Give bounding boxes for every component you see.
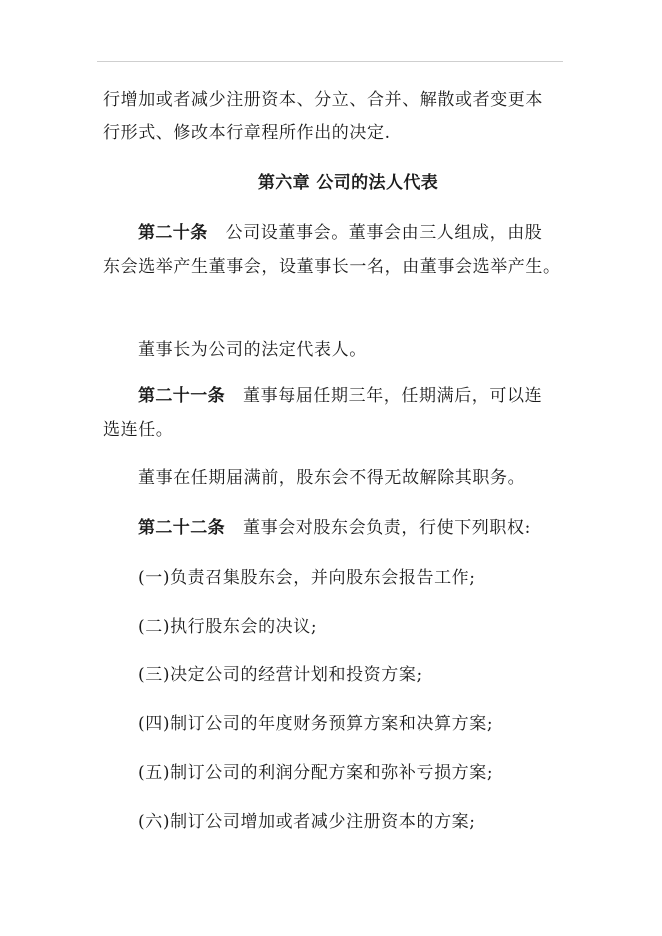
list-item: (五)制订公司的利润分配方案和弥补亏损方案;	[138, 763, 494, 783]
article-21-para-2: 董事在任期届满前，股东会不得无故解除其职务。	[138, 468, 526, 488]
list-item: (四)制订公司的年度财务预算方案和决算方案;	[138, 714, 494, 734]
article-21-line-2: 选连任。	[103, 420, 174, 440]
list-item: (一)负责召集股东会，并向股东会报告工作;	[138, 568, 476, 588]
article-22-number: 第二十二条	[138, 518, 225, 538]
continuation-line-2: 行形式、修改本行章程所作出的决定.	[103, 123, 391, 143]
list-item: (六)制订公司增加或者减少注册资本的方案;	[138, 812, 476, 832]
article-21-line-1	[138, 384, 542, 408]
article-20-line-1	[138, 221, 542, 245]
list-item: (二)执行股东会的决议;	[138, 617, 318, 637]
continuation-line-1: 行增加或者减少注册资本、分立、合并、解散或者变更本	[103, 90, 543, 110]
article-20-para-2: 董事长为公司的法定代表人。	[138, 340, 367, 360]
article-21-text: 董事每届任期三年，任期满后，可以连	[243, 386, 543, 406]
article-22-line-1	[138, 516, 531, 540]
article-20-text: 公司设董事会。董事会由三人组成，由股	[225, 223, 543, 243]
article-20-number: 第二十条	[138, 223, 208, 243]
header-rule	[97, 61, 563, 62]
article-22-text: 董事会对股东会负责，行使下列职权:	[243, 518, 531, 538]
article-21-number: 第二十一条	[138, 386, 225, 406]
chapter-title: 第六章 公司的法人代表	[257, 173, 439, 193]
list-item: (三)决定公司的经营计划和投资方案;	[138, 665, 423, 685]
article-20-line-2: 东会选举产生董事会，设董事长一名，由董事会选举产生。	[103, 257, 561, 277]
